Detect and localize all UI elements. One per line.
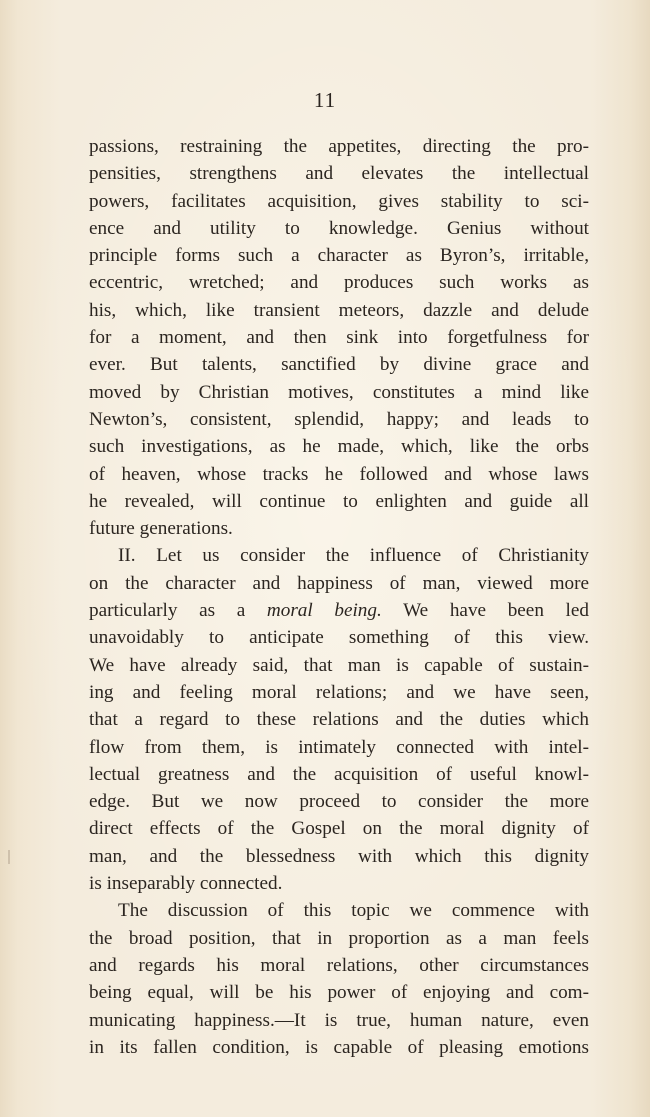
text-line: The discussion of this topic we commence with [118,900,589,922]
text-line: that a regard to these relations and the duties which [89,709,589,731]
text-line: direct effects of the Gospel on the moral dignity of [89,818,589,840]
paper-blemish [8,850,10,864]
paragraph-3 [89,897,589,1061]
text-line: moved by Christian motives, constitutes a mind like [89,381,589,403]
text-line: being equal, will be his power of enjoying and com- [89,982,589,1004]
text-line: pensities, strengthens and elevates the intellectual [89,163,589,185]
text-segment: particularly as a [89,600,267,622]
paragraph-2 [89,542,589,897]
text-line: is inseparably connected. [89,873,283,895]
paragraph-1 [89,133,589,542]
text-line: II. Let us consider the influence of Christianity [118,545,589,567]
text-line: ing and feeling moral relations; and we have seen, [89,681,589,703]
page-number: 11 [313,88,337,112]
text-line: flow from them, is intimately connected with intel- [89,736,589,758]
text-line: in its fallen condition, is capable of pleasing emotions [89,1036,589,1058]
text-line: on the character and happiness of man, viewed more [89,572,589,594]
text-line: ever. But talents, sanctified by divine grace and [89,354,589,376]
text-line-with-emphasis [89,597,589,624]
text-line: and regards his moral relations, other circumstances [89,954,589,976]
text-line: We have already said, that man is capable of sustain- [89,654,589,676]
text-line: municating happiness.—It is true, human nature, even [89,1009,589,1031]
text-line: unavoidably to anticipate something of this view. [89,627,589,649]
text-line: the broad position, that in proportion as a man feels [89,927,589,949]
text-line: edge. But we now proceed to consider the more [89,791,589,813]
text-line: man, and the blessedness with which this dignity [89,845,589,867]
emphasis-text: moral being. [266,600,382,622]
text-line: ence and utility to knowledge. Genius without [89,217,589,239]
text-line: passions, restraining the appetites, directing the pro- [89,136,589,157]
text-line: for a moment, and then sink into forgetfulness for [89,327,589,349]
text-line: lectual greatness and the acquisition of useful knowl- [89,763,589,785]
text-line: he revealed, will continue to enlighten and guide all [89,490,589,512]
text-line: such investigations, as he made, which, like the orbs [89,436,589,458]
text-line: of heaven, whose tracks he followed and whose laws [89,463,589,485]
text-line: eccentric, wretched; and produces such works as [89,272,589,294]
text-line: future generations. [89,518,233,540]
text-line: his, which, like transient meteors, dazzle and delude [89,299,589,321]
text-line: principle forms such a character as Byron’s, irritable, [89,245,589,267]
body-text [89,133,589,1061]
text-line: powers, facilitates acquisition, gives stability to sci- [89,190,589,212]
text-segment: We have been led [381,600,589,622]
text-line: Newton’s, consistent, splendid, happy; and leads to [89,408,589,430]
